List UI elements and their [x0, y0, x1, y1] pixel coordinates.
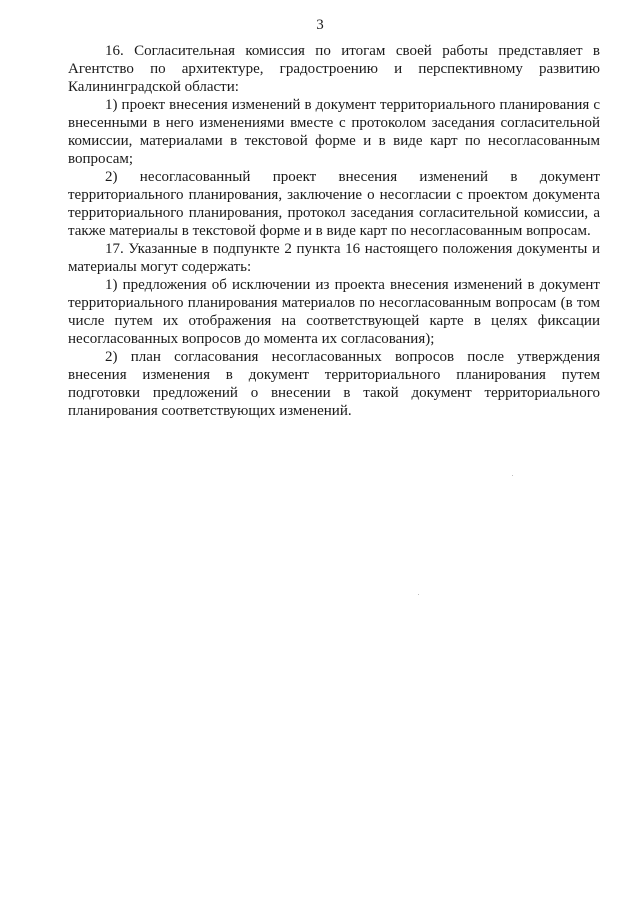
- document-body: [68, 42, 600, 420]
- paragraph-16: 16. Согласительная комиссия по итогам своей работы представляет в Агентство по архитектуре, градостроению и перспективному развитию Калининградской области:: [68, 43, 600, 95]
- scan-speck: [418, 594, 419, 595]
- paragraph-16-item-2: 2) несогласованный проект внесения изменений в документ территориального планирования, заключение о несогласии с проектом документа территориального планирования, протокол заседания согласительной комиссии, а также материалы в текстовой форме и в виде карт по несогласованным вопросам.: [68, 169, 600, 239]
- paragraph-17: 17. Указанные в подпункте 2 пункта 16 настоящего положения документы и материалы могут содержать:: [68, 241, 600, 275]
- paragraph-17-item-1: 1) предложения об исключении из проекта внесения изменений в документ территориального планирования материалов по несогласованным вопросам (в том числе путем их отображения на соответствующей карте в целях фиксации несогласованных вопросов до момента их согласования);: [68, 277, 600, 347]
- paragraph-17-item-2: 2) план согласования несогласованных вопросов после утверждения внесения изменения в документ территориального планирования путем подготовки предложений о внесении в такой документ территориального планирования соответствующих изменений.: [68, 349, 600, 419]
- page-number: 3: [316, 17, 324, 33]
- scan-speck: [512, 475, 513, 476]
- paragraph-16-item-1: 1) проект внесения изменений в документ территориального планирования с внесенными в него изменениями вместе с протоколом заседания согласительной комиссии, материалами в текстовой форме и в виде карт по несогласованным вопросам;: [68, 97, 600, 167]
